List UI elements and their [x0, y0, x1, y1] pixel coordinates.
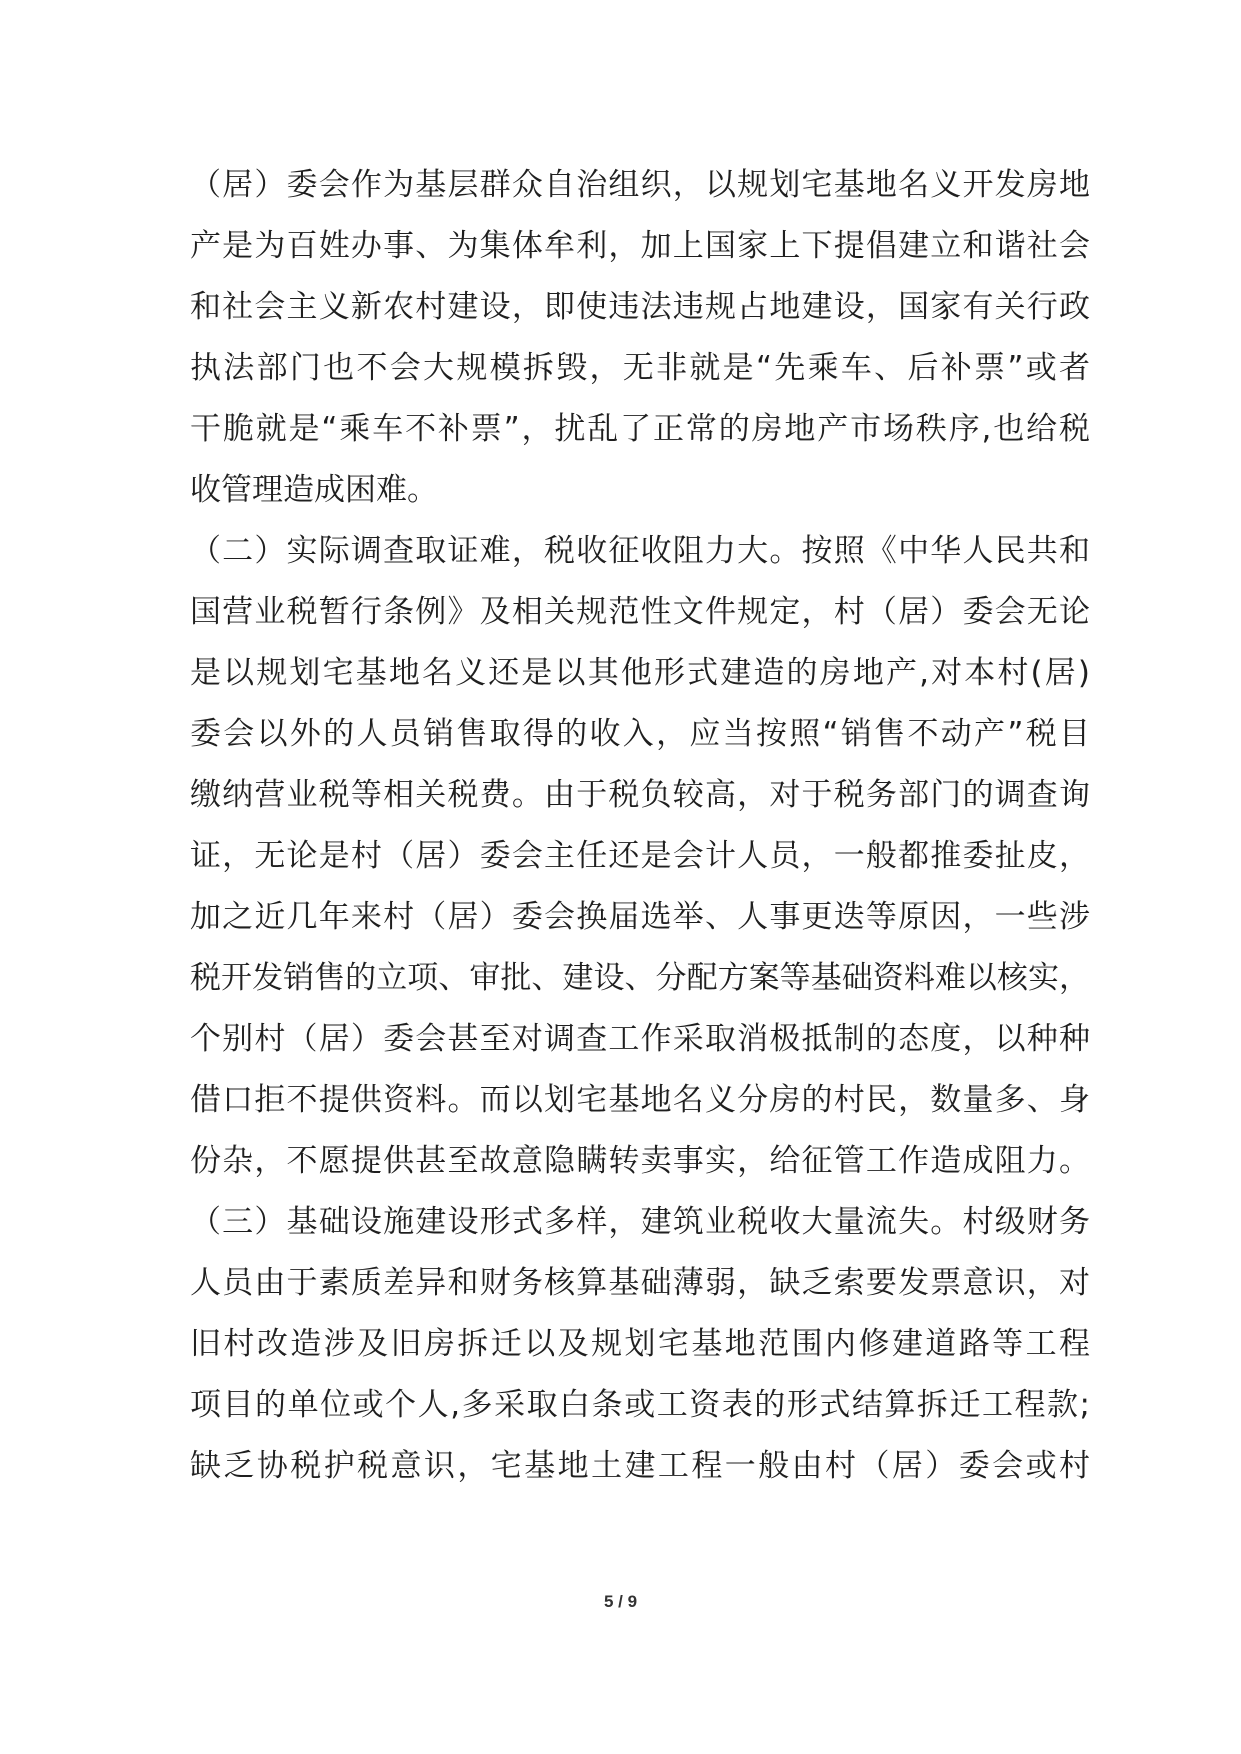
text-line: 证，无论是村（居）委会主任还是会计人员，一般都推委扯皮， [190, 838, 1090, 874]
text-line: 是以规划宅基地名义还是以其他形式建造的房地产,对本村(居) [190, 655, 1090, 691]
text-line: （三）基础设施建设形式多样，建筑业税收大量流失。村级财务 [190, 1204, 1090, 1240]
text-line: 个别村（居）委会甚至对调查工作采取消极抵制的态度，以种种 [190, 1021, 1090, 1057]
text-line: （二）实际调查取证难，税收征收阻力大。按照《中华人民共和 [190, 533, 1090, 569]
text-line: 产是为百姓办事、为集体牟利，加上国家上下提倡建立和谐社会 [190, 228, 1090, 264]
text-line: 缴纳营业税等相关税费。由于税负较高，对于税务部门的调查询 [190, 777, 1090, 813]
text-line: 税开发销售的立项、审批、建设、分配方案等基础资料难以核实， [190, 960, 1090, 996]
body-text [190, 155, 1090, 1497]
text-line: 国营业税暂行条例》及相关规范性文件规定，村（居）委会无论 [190, 594, 1090, 630]
text-line: 份杂，不愿提供甚至故意隐瞒转卖事实，给征管工作造成阻力。 [190, 1143, 1090, 1179]
text-line: 干脆就是“乘车不补票”，扰乱了正常的房地产市场秩序,也给税 [190, 411, 1090, 447]
text-line: 委会以外的人员销售取得的收入，应当按照“销售不动产”税目 [190, 716, 1090, 752]
text-line: 借口拒不提供资料。而以划宅基地名义分房的村民，数量多、身 [190, 1082, 1090, 1118]
text-line: 收管理造成困难。 [190, 472, 438, 508]
text-line: 和社会主义新农村建设，即使违法违规占地建设，国家有关行政 [190, 289, 1090, 325]
text-line: 执法部门也不会大规模拆毁，无非就是“先乘车、后补票”或者 [190, 350, 1090, 386]
text-line: 项目的单位或个人,多采取白条或工资表的形式结算拆迁工程款; [190, 1387, 1090, 1423]
text-line: 加之近几年来村（居）委会换届选举、人事更迭等原因，一些涉 [190, 899, 1090, 935]
text-line: （居）委会作为基层群众自治组织，以规划宅基地名义开发房地 [190, 167, 1090, 203]
text-line: 缺乏协税护税意识，宅基地土建工程一般由村（居）委会或村 [190, 1448, 1090, 1484]
text-line: 人员由于素质差异和财务核算基础薄弱，缺乏索要发票意识，对 [190, 1265, 1090, 1301]
page-number: 5 / 9 [603, 1592, 638, 1611]
text-line: 旧村改造涉及旧房拆迁以及规划宅基地范围内修建道路等工程 [190, 1326, 1090, 1362]
